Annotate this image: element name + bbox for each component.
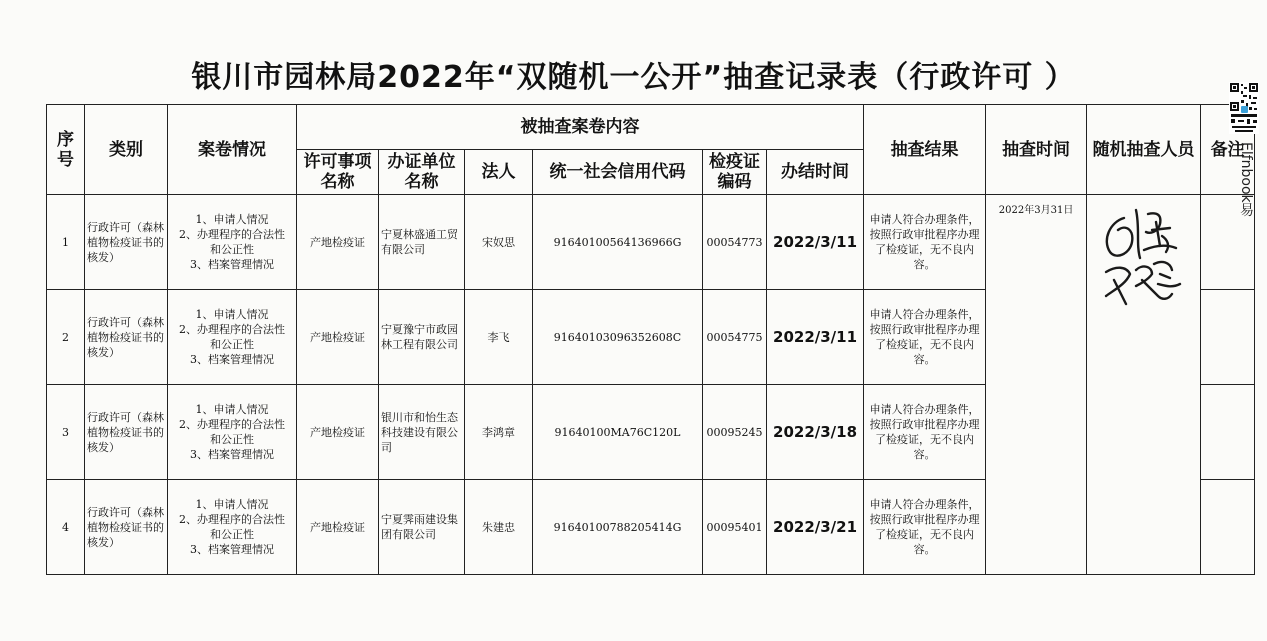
- row-seq: 3: [47, 385, 85, 480]
- header-legal: 法人: [465, 150, 533, 195]
- row-remarks: [1201, 480, 1255, 575]
- case-line: 1、申请人情况: [195, 498, 269, 511]
- row-seq: 2: [47, 290, 85, 385]
- case-line: 2、办理程序的合法性: [179, 418, 285, 431]
- case-line: 3、档案管理情况: [190, 448, 274, 461]
- check-date: 2022年3月31日: [986, 195, 1087, 575]
- row-remarks: [1201, 290, 1255, 385]
- header-permit-name: 许可事项名称: [297, 150, 379, 195]
- row-finish-date: 2022/3/11: [767, 290, 864, 385]
- header-remarks: 备注: [1201, 105, 1255, 195]
- handwritten-signature: [1096, 200, 1196, 320]
- case-line: 2、办理程序的合法性: [179, 323, 285, 336]
- header-seq: 序号: [47, 105, 85, 195]
- row-permit: 产地检疫证: [297, 480, 379, 575]
- qr-code-icon: [1229, 82, 1259, 134]
- row-permit: 产地检疫证: [297, 290, 379, 385]
- row-permit: 产地检疫证: [297, 195, 379, 290]
- row-result: 申请人符合办理条件，按照行政审批程序办理了检疫证，无不良内容。: [864, 480, 986, 575]
- header-credit-code: 统一社会信用代码: [533, 150, 703, 195]
- row-finish-date: 2022/3/21: [767, 480, 864, 575]
- row-case: [168, 290, 297, 385]
- row-permit: 产地检疫证: [297, 385, 379, 480]
- row-legal: 李鸿章: [465, 385, 533, 480]
- row-result: 申请人符合办理条件，按照行政审批程序办理了检疫证，无不良内容。: [864, 290, 986, 385]
- row-cert-no: 00095245: [703, 385, 767, 480]
- row-legal: 朱建忠: [465, 480, 533, 575]
- inspection-record-table: [46, 104, 1255, 575]
- case-line: 1、申请人情况: [195, 213, 269, 226]
- row-result: 申请人符合办理条件，按照行政审批程序办理了检疫证，无不良内容。: [864, 195, 986, 290]
- header-check-time: 抽查时间: [986, 105, 1087, 195]
- row-category: 行政许可（森林植物检疫证书的核发）: [85, 195, 168, 290]
- row-credit-code: 91640100564136966G: [533, 195, 703, 290]
- header-category: 类别: [85, 105, 168, 195]
- case-line: 3、档案管理情况: [190, 543, 274, 556]
- header-content: 被抽查案卷内容: [297, 105, 864, 150]
- row-seq: 1: [47, 195, 85, 290]
- header-unit-name: 办证单位名称: [379, 150, 465, 195]
- document-title: 银川市园林局2022年“双随机一公开”抽查记录表（行政许可 ）: [191, 60, 1076, 95]
- header-case: 案卷情况: [168, 105, 297, 195]
- case-line: 3、档案管理情况: [190, 353, 274, 366]
- row-category: 行政许可（森林植物检疫证书的核发）: [85, 480, 168, 575]
- row-case: [168, 195, 297, 290]
- watermark-text: Elfnbook易: [1238, 142, 1254, 217]
- row-unit: 银川市和怡生态科技建设有限公司: [379, 385, 465, 480]
- case-line: 和公正性: [210, 433, 254, 446]
- row-legal: 宋奴思: [465, 195, 533, 290]
- row-cert-no: 00095401: [703, 480, 767, 575]
- row-category: 行政许可（森林植物检疫证书的核发）: [85, 290, 168, 385]
- row-seq: 4: [47, 480, 85, 575]
- row-credit-code: 91640100MA76C120L: [533, 385, 703, 480]
- case-line: 2、办理程序的合法性: [179, 228, 285, 241]
- row-credit-code: 91640100788205414G: [533, 480, 703, 575]
- row-remarks: [1201, 385, 1255, 480]
- row-finish-date: 2022/3/11: [767, 195, 864, 290]
- row-cert-no: 00054773: [703, 195, 767, 290]
- case-line: 和公正性: [210, 243, 254, 256]
- case-line: 和公正性: [210, 528, 254, 541]
- case-line: 和公正性: [210, 338, 254, 351]
- case-line: 2、办理程序的合法性: [179, 513, 285, 526]
- case-line: 1、申请人情况: [195, 403, 269, 416]
- row-unit: 宁夏豫宁市政园林工程有限公司: [379, 290, 465, 385]
- row-legal: 李飞: [465, 290, 533, 385]
- row-result: 申请人符合办理条件，按照行政审批程序办理了检疫证，无不良内容。: [864, 385, 986, 480]
- row-unit: 宁夏霁雨建设集团有限公司: [379, 480, 465, 575]
- case-line: 3、档案管理情况: [190, 258, 274, 271]
- row-case: [168, 385, 297, 480]
- header-cert-no: 检疫证编码: [703, 150, 767, 195]
- header-finish-time: 办结时间: [767, 150, 864, 195]
- row-category: 行政许可（森林植物检疫证书的核发）: [85, 385, 168, 480]
- row-credit-code: 91640103096352608C: [533, 290, 703, 385]
- table-row: [47, 195, 1255, 290]
- row-cert-no: 00054775: [703, 290, 767, 385]
- header-inspectors: 随机抽查人员: [1087, 105, 1201, 195]
- row-case: [168, 480, 297, 575]
- header-result: 抽查结果: [864, 105, 986, 195]
- row-unit: 宁夏林盛通工贸有限公司: [379, 195, 465, 290]
- row-finish-date: 2022/3/18: [767, 385, 864, 480]
- case-line: 1、申请人情况: [195, 308, 269, 321]
